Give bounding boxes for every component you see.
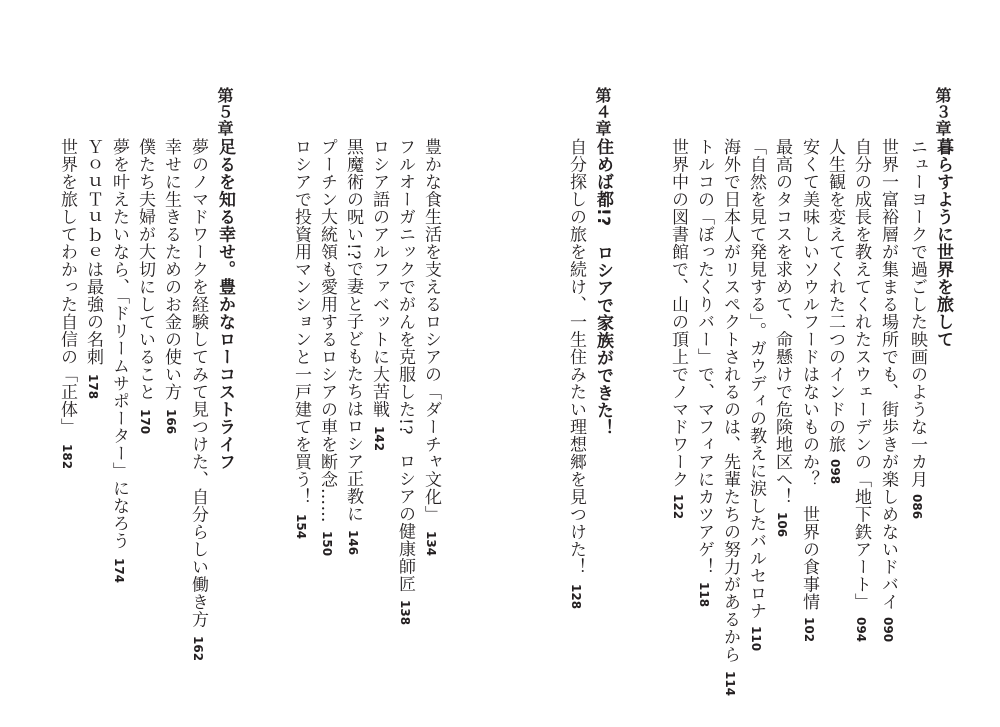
entry-text: トルコの「ぼったくりバー」で、マフィアにカツアゲ！ xyxy=(694,138,714,576)
toc-entry xyxy=(318,138,335,556)
entry-text: ニューヨークで過ごした映画のような一カ月 xyxy=(907,138,927,488)
toc-entry xyxy=(567,138,584,609)
toc-entry xyxy=(292,138,309,539)
page-number: 138 xyxy=(398,600,412,626)
page-number: 166 xyxy=(164,408,178,434)
page-number: 110 xyxy=(749,625,763,651)
entry-text: 幸せに生きるためのお金の使い方 xyxy=(161,138,181,401)
page-number: 090 xyxy=(881,616,895,642)
toc-entry xyxy=(747,138,764,651)
entry-text: 「自然を見て発見する」。ガウディの教えに涙したバルセロナ xyxy=(746,138,766,620)
entry-text: プーチン大統領も愛用するロシアの車を断念…… xyxy=(317,138,337,523)
toc-entry xyxy=(695,138,712,607)
page-number: 114 xyxy=(723,671,737,697)
entry-text: 夢を叶えたいなら、「ドリームサポーター」になろう xyxy=(109,138,129,550)
page-number: 170 xyxy=(138,408,152,434)
entry-text: 人生観を変えてくれた二つのインドの旅 xyxy=(825,138,845,453)
entry-text: ロシアで投資用マンションと一戸建てを買う！ xyxy=(291,138,311,506)
page-number: 174 xyxy=(112,557,126,583)
entry-text: 世界中の図書館で、山の頂上でノマドワーク xyxy=(668,138,688,488)
entry-text: 安くて美味しいソウルフードはないものか？ 世界の食事情 xyxy=(799,138,819,611)
toc-entry xyxy=(162,138,179,434)
page-number: 162 xyxy=(191,636,205,662)
entry-text: ロシア語のアルファベットに大苦戦 xyxy=(369,138,389,418)
page-number: 086 xyxy=(910,494,924,520)
toc-entry xyxy=(721,138,738,696)
toc-entry xyxy=(773,138,790,537)
entry-text: 黒魔術の呪い!?で妻と子どもたちはロシア正教に xyxy=(343,138,363,523)
page-number: 154 xyxy=(294,513,308,539)
page-number: 128 xyxy=(569,583,583,609)
toc-entry xyxy=(669,138,686,519)
chapter-4-title: 住めば都!? ロシアで家族ができた！ xyxy=(593,138,613,437)
chapter-4-label: 第４章 xyxy=(593,87,612,137)
entry-text: 海外で日本人がリスペクトされるのは、先輩たちの努力があるから xyxy=(720,138,740,663)
page-number: 118 xyxy=(697,581,711,607)
chapter-5-label: 第５章 xyxy=(215,87,234,137)
toc-entry xyxy=(58,138,75,469)
entry-text: 夢のノマドワークを経験してみて見つけた、自分らしい働き方 xyxy=(188,138,208,628)
page-number: 098 xyxy=(828,459,842,485)
page-number: 150 xyxy=(320,531,334,557)
page-number: 142 xyxy=(372,426,386,452)
toc-entry xyxy=(84,138,101,399)
toc-entry xyxy=(852,138,869,642)
page-number: 182 xyxy=(60,443,74,469)
entry-text: フルオーガニックでがんを克服した!? ロシアの健康師匠 xyxy=(395,138,415,593)
chapter-3-title: 暮らすように世界を旅して xyxy=(933,138,953,348)
entry-text: 世界一富裕層が集まる場所でも、街歩きが楽しめないドバイ xyxy=(878,138,898,611)
toc-entry xyxy=(826,138,843,484)
entry-text: 最高のタコスを求めて、命懸けで危険地区へ！ xyxy=(772,138,792,506)
page-number: 106 xyxy=(775,511,789,537)
page-number: 102 xyxy=(802,616,816,642)
toc-entry xyxy=(110,138,127,583)
page-number: 122 xyxy=(671,494,685,520)
toc-entry xyxy=(370,138,387,451)
page-number: 178 xyxy=(86,373,100,399)
toc-entry xyxy=(136,138,153,434)
entry-text: 僕たち夫婦が大切にしていること xyxy=(135,138,155,401)
toc-entry xyxy=(189,138,206,661)
page-number: 146 xyxy=(346,530,360,556)
entry-text: 豊かな食生活を支えるロシアの「ダーチャ文化」 xyxy=(421,138,441,523)
toc-entry xyxy=(908,138,925,519)
entry-text: ＹｏｕＴｕｂｅは最強の名刺 xyxy=(83,138,103,366)
entry-text: 世界を旅してわかった自信の「正体」 xyxy=(57,138,77,436)
chapter-3-label: 第３章 xyxy=(933,87,952,137)
entry-text: 自分探しの旅を続け、一生住みたい理想郷を見つけた！ xyxy=(566,138,586,576)
page-number: 134 xyxy=(424,531,438,557)
entry-text: 自分の成長を教えてくれたスウェーデンの「地下鉄アート」 xyxy=(851,138,871,611)
toc-entry xyxy=(422,138,439,556)
toc-entry xyxy=(396,138,413,626)
toc-entry xyxy=(344,138,361,556)
chapter-5-title: 足るを知る幸せ。豊かなローコストライフ xyxy=(215,138,235,471)
page-number: 094 xyxy=(854,616,868,642)
toc-entry xyxy=(879,138,896,642)
toc-entry xyxy=(800,138,817,642)
